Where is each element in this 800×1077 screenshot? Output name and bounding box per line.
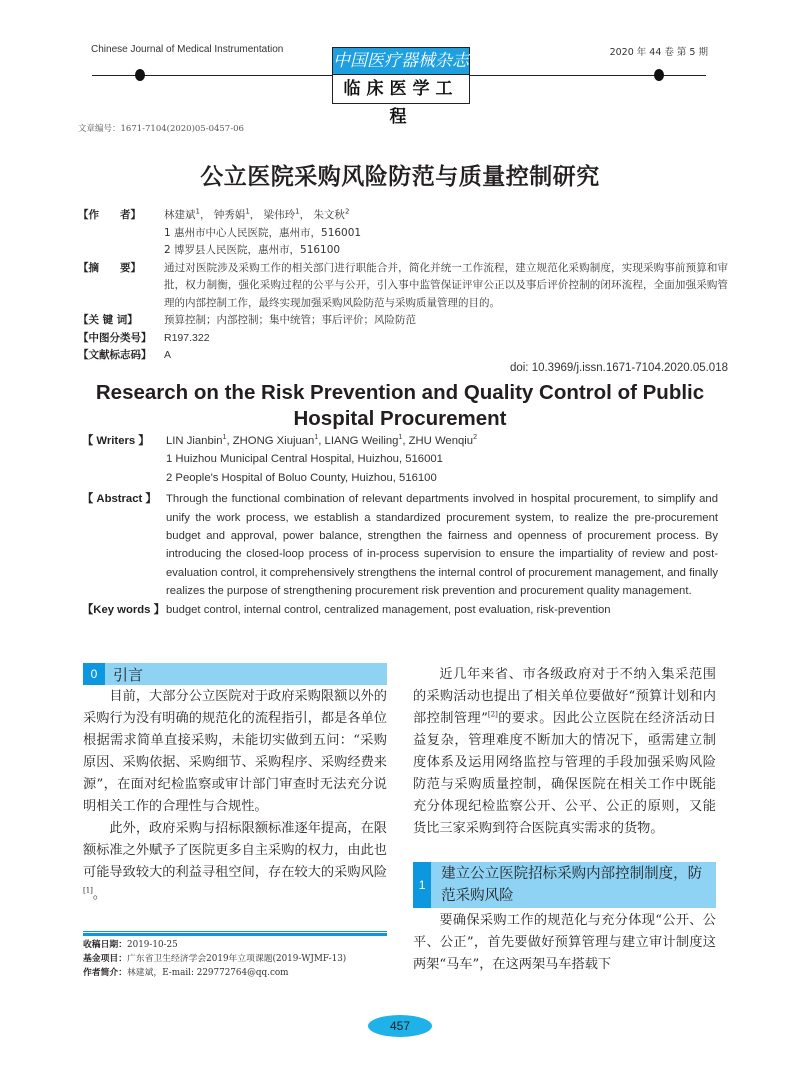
- citation[interactable]: [2]: [487, 710, 498, 719]
- cn-affiliation: 1 惠州市中心人民医院，惠州市，516001: [164, 226, 362, 239]
- affiliation-mark: 2: [344, 207, 350, 216]
- en-writer: ZHU Wenqiu: [408, 435, 474, 447]
- section-number: 0: [83, 663, 105, 685]
- cn-abstract-row: [78, 260, 728, 313]
- cn-author: 钟秀娟: [213, 209, 246, 221]
- cn-abstract-label: 【摘 要】: [78, 261, 141, 274]
- cn-affiliation: 2 博罗县人民医院，惠州市，516100: [164, 244, 341, 256]
- en-abstract-row: [82, 490, 718, 600]
- cn-authors-label: 【作 者】: [78, 209, 141, 221]
- paragraph-end: 。: [92, 887, 107, 902]
- section-number: 1: [413, 862, 431, 908]
- en-writer: LIN Jianbin: [166, 435, 223, 447]
- cn-authors-row: [78, 207, 728, 225]
- footnotes: [83, 938, 393, 980]
- body-right-column: [413, 664, 716, 840]
- body-right-column-cont: [413, 910, 716, 976]
- cn-authors: 林建斌$^1$， 钟秀娟$^1$， 梁伟玲$^1$， 朱文秋$^2$: [164, 207, 350, 221]
- cn-metadata: [78, 207, 728, 365]
- cn-doc-code: A: [164, 349, 172, 361]
- en-keywords-label: 【Key words 】: [82, 603, 165, 616]
- body-left-column: [83, 686, 387, 906]
- cn-abstract: 通过对医院涉及采购工作的相关部门进行职能合并，简化并统一工作流程，建立规范化采购制度，实现采购事前预算和审批，权力制衡，强化采购过程的公平与公开，引入事中监管保证评审公正以及事后评价控制的闭环流程，全面加强采购管理的内部控制工作，最终实现加强采购风险防范与采购质量管理的目的。: [164, 261, 728, 309]
- body-paragraph: 要确保采购工作的规范化与充分体现“公开、公平、公正”，首先要做好预算管理与建立审计制度这两架“马车”，在这两架马车搭载下: [413, 913, 716, 972]
- en-writers: LIN Jianbin$^1$, ZHONG Xiujuan$^1$, LIANG Weiling$^1$, ZHU Wenqiu$^2$: [166, 434, 477, 447]
- journal-logo: [332, 47, 470, 127]
- cn-keywords-row: [78, 312, 728, 330]
- logo-title-bottom: 临床医学工程: [333, 74, 469, 103]
- paper-title-en: Research on the Risk Prevention and Quality Control of Public Hospital Procurement: [95, 381, 705, 430]
- en-writer: LIANG Weiling: [324, 435, 399, 447]
- cn-keywords: 预算控制；内部控制；集中统管；事后评价；风险防范: [164, 314, 416, 326]
- header-dot-left: [135, 69, 145, 81]
- en-writers-row: [82, 432, 718, 450]
- en-abstract: Through the functional combination of relevant departments involved in hospital procurement, to simplify and unify the work process, we establish a standardized procurement system, to realize the pre-procurement budget and approval, power balance, strengthen the fairness and openness of procurement process. By introducing the closed-loop process of in-process supervision to ensure the impartiality of review and post-evaluation control, it comprehensively strengthens the internal control of procurement management, and finally realizes the purpose of strengthening procurement risk prevention and procurement quality management.: [166, 493, 718, 598]
- footnote-rule: [83, 933, 387, 936]
- footnote-fund: 基金项目：广东省卫生经济学会2019年立项课题(2019-WJMF-13): [83, 954, 347, 964]
- cn-clc: R197.322: [164, 331, 210, 344]
- journal-issue: 2020 年 44 卷 第 5 期: [609, 47, 708, 58]
- affiliation-mark: 1: [195, 207, 200, 216]
- header-dot-right: [654, 69, 664, 81]
- cn-keywords-label: 【关 键 词】: [78, 314, 138, 326]
- section-title: 引言: [113, 665, 144, 684]
- cn-doc-code-label: 【文献标志码】: [78, 349, 152, 361]
- paragraph-text: 的要求。因此公立医院在经济活动日益复杂，管理难度不断加大的情况下，亟需建立制度体系及运用网络监控与管理的手段加强采购风险防范与采购质量控制，确保医院在相关工作中既能充分体现纪检监察公开、公平、公正的原则，又能货比三家采购到符合医院真实需求的货物。: [413, 711, 716, 836]
- paper-title-cn: 公立医院采购风险防范与质量控制研究: [200, 164, 600, 190]
- footnote-rule-thin: [83, 931, 387, 932]
- cn-clc-label: 【中图分类号】: [78, 331, 152, 344]
- en-abstract-label: 【 Abstract 】: [82, 493, 157, 506]
- en-affiliation: 1 Huizhou Municipal Central Hospital, Huizhou, 516001: [166, 453, 443, 466]
- paragraph-text: 近几年来省、市各级政府对于不纳入集采范围的采购活动也提出了相关单位要做好“预算计划和内部控制管理”: [413, 667, 716, 726]
- body-paragraph: 目前，大部分公立医院对于政府采购限额以外的采购行为没有明确的规范化的流程指引，都是各单位根据需求简单直接采购，未能切实做到五问：“采购原因、采购依据、采购细节、采购程序、采购经费来源”，在面对纪检监察或审计部门审查时无法充分说明相关工作的合理性与合规性。: [83, 689, 387, 814]
- en-affiliation: 2 People's Hospital of Boluo County, Huizhou, 516100: [166, 471, 437, 484]
- logo-title-top: 中国医疗器械杂志: [333, 48, 469, 74]
- affiliation-mark: 2: [473, 434, 477, 442]
- paragraph-text: 此外，政府采购与招标限额标准逐年提高，在限额标准之外赋予了医院更多自主采购的权力，由此也可能导致较大的利益寻租空间，存在较大的采购风险: [83, 821, 387, 880]
- section-heading-1: [413, 862, 716, 908]
- en-writer: ZHONG Xiujuan: [232, 435, 315, 447]
- affiliation-mark: 1: [314, 434, 319, 442]
- citation[interactable]: [1]: [83, 886, 93, 895]
- body-paragraph: [413, 664, 716, 840]
- footnote-author: 作者简介：林建斌，E-mail: 229772764@qq.com: [83, 968, 289, 978]
- journal-name-en: Chinese Journal of Medical Instrumentation: [91, 44, 284, 55]
- en-keywords: budget control, internal control, centralized management, post evaluation, risk-prevention: [166, 603, 611, 616]
- cn-clc-row: [78, 330, 728, 348]
- affiliation-mark: 1: [245, 207, 250, 216]
- section-heading-introduction: [83, 663, 387, 685]
- en-metadata: [82, 432, 718, 619]
- page-number: 457: [368, 1015, 432, 1037]
- footnote-received: 收稿日期：2019-10-25: [83, 940, 178, 950]
- cn-author: 林建斌: [164, 209, 196, 221]
- doi[interactable]: doi: 10.3969/j.issn.1671-7104.2020.05.018: [509, 362, 728, 374]
- en-writers-label: 【 Writers 】: [82, 435, 150, 447]
- en-keywords-row: [82, 601, 718, 619]
- affiliation-mark: 1: [295, 207, 300, 216]
- cn-author: 朱文秋: [313, 209, 345, 221]
- body-paragraph: [83, 818, 387, 906]
- affiliation-mark: 1: [398, 434, 403, 442]
- affiliation-mark: 1: [222, 434, 227, 442]
- section-title: 建立公立医院招标采购内部控制制度，防范采购风险: [441, 866, 703, 904]
- cn-author: 梁伟玲: [263, 209, 296, 221]
- article-number: 文章编号：1671-7104(2020)05-0457-06: [78, 124, 244, 134]
